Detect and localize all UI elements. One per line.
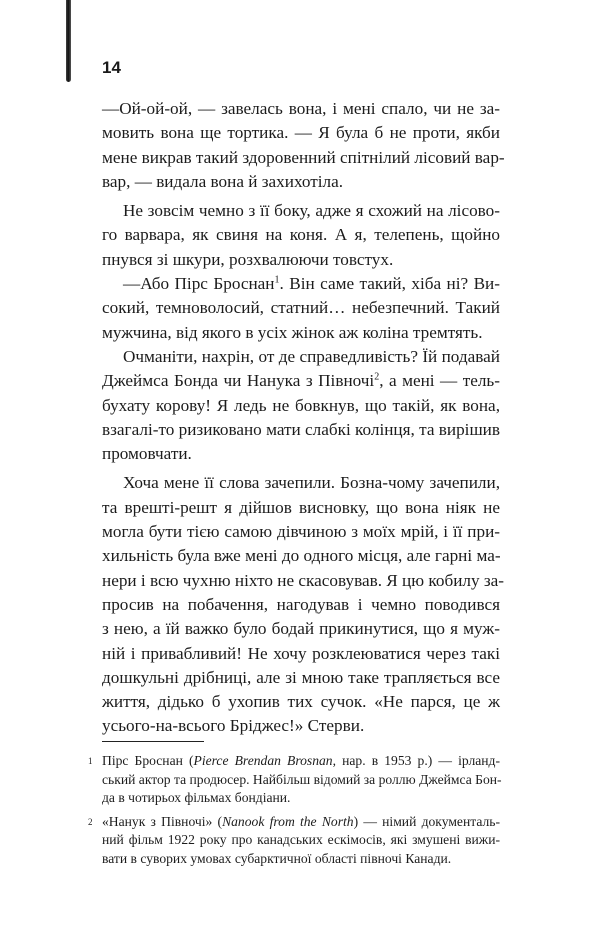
text-line: взагалі-то ризиковано мати слабкі колінця, та вирішив xyxy=(102,419,500,439)
text-line: з нею, а їй важко було бодай прикинутися, що я муж- xyxy=(102,619,500,639)
text-line: мужчина, від якого в усіх жінок аж коліна тремтять. xyxy=(102,322,483,342)
page-number: 14 xyxy=(102,58,121,77)
original-title: Nanook from the North xyxy=(222,813,354,829)
text-line: Очманіти, нахрін, от де справедливість? Їй подавай xyxy=(123,346,500,366)
text-line: просив на побачення, нагодував і чемно поводився xyxy=(102,594,500,614)
text-line: та врешті-решт я дійшов висновку, що вона ніяк не xyxy=(102,497,500,517)
text-line xyxy=(102,272,500,296)
footnote-1 xyxy=(88,752,502,808)
text-line: могла бути тією самою дівчиною з моїх мрій, і її при- xyxy=(102,522,500,542)
text-line: вар, — видала вона й захихотіла. xyxy=(102,171,344,191)
text-line: дошкульні дрібниці, але зі мною таке трапляється все xyxy=(102,667,500,687)
footnote-line xyxy=(102,813,500,832)
footnote-line xyxy=(102,752,500,771)
footnote-line: вати в суворих умовах субарктичної області півночі Канади. xyxy=(102,850,452,866)
text-line: ній і привабливий! Не хочу розклеюватися через такі xyxy=(102,643,500,663)
text-line: мовить вона ще тортика. — Я була б не проти, якби xyxy=(102,123,500,143)
footnote-ref-2: 2 xyxy=(374,371,380,383)
text-line: го варвара, як свиня на коня. А я, телепень, щойно xyxy=(102,225,500,245)
footnote-line: ний фільм 1922 року про канадських ескімосів, які змушені вижи- xyxy=(102,832,500,848)
text-line: нери і всю чухню ніхто не скасовував. Я цю кобилу за- xyxy=(102,570,505,590)
text-line: пнувся зі шкури, розхвалюючи товстух. xyxy=(102,249,394,269)
text-line: Не зовсім чемно з її боку, адже я схожий на лісово- xyxy=(123,201,500,221)
text-line: —Ой-ой-ой, — завелась вона, і мені спало, чи не за- xyxy=(102,99,500,118)
footnote-2 xyxy=(88,813,500,869)
text-line: хильність була вже мені до одного місця, але гарні ма- xyxy=(102,546,501,566)
text-fragment: «Нанук з Півночі» ( xyxy=(102,813,223,829)
text-line: життя, дідько б ухопив тих сучок. «Не парся, це ж xyxy=(102,692,500,712)
text-fragment: , нар. в 1953 р.) — ірланд- xyxy=(332,753,500,768)
text-fragment: Джеймса Бонда чи Нанука з Півночі xyxy=(102,371,375,391)
text-line: промовчати. xyxy=(102,444,192,464)
book-spine-edge xyxy=(66,0,71,82)
text-line: усього-на-всього Бріджес!» Стерви. xyxy=(102,716,365,736)
paragraph-1 xyxy=(102,97,505,194)
text-fragment: ) — німий документаль- xyxy=(353,813,500,829)
text-line: сокий, темноволосий, статний… небезпечний. Такий xyxy=(102,298,500,318)
text-fragment: Пірс Броснан ( xyxy=(102,753,194,768)
text-line: мене викрав такий здоровенний спітнілий лісовий вар- xyxy=(102,147,505,167)
text-line xyxy=(102,369,500,393)
footnote-line: ський актор та продюсер. Найбільш відомий за роллю Джеймса Бон- xyxy=(102,771,502,787)
footnote-number: 1 xyxy=(88,756,93,766)
footnote-number: 2 xyxy=(88,816,93,827)
text-line: бухату корову! Я ледь не бовкнув, що такій, як вона, xyxy=(102,395,500,415)
body-text xyxy=(102,97,505,739)
footnote-ref-1: 1 xyxy=(274,274,280,286)
text-fragment: —Або Пірс Броснан xyxy=(123,274,275,294)
footnote-divider xyxy=(102,741,204,742)
paragraph-3 xyxy=(102,272,500,345)
text-fragment: , а мені — тель- xyxy=(379,371,500,391)
original-title: Pierce Brendan Brosnan xyxy=(193,753,333,768)
footnote-line: да в чотирьох фільмах бондіани. xyxy=(102,790,291,806)
footnotes xyxy=(88,752,502,874)
paragraph-4 xyxy=(102,345,500,466)
paragraph-2 xyxy=(102,199,500,272)
paragraph-5 xyxy=(102,471,505,738)
text-fragment: . Він саме такий, хіба ні? Ви- xyxy=(279,274,500,294)
text-line: Хоча мене її слова зачепили. Бозна-чому зачепили, xyxy=(123,473,500,493)
